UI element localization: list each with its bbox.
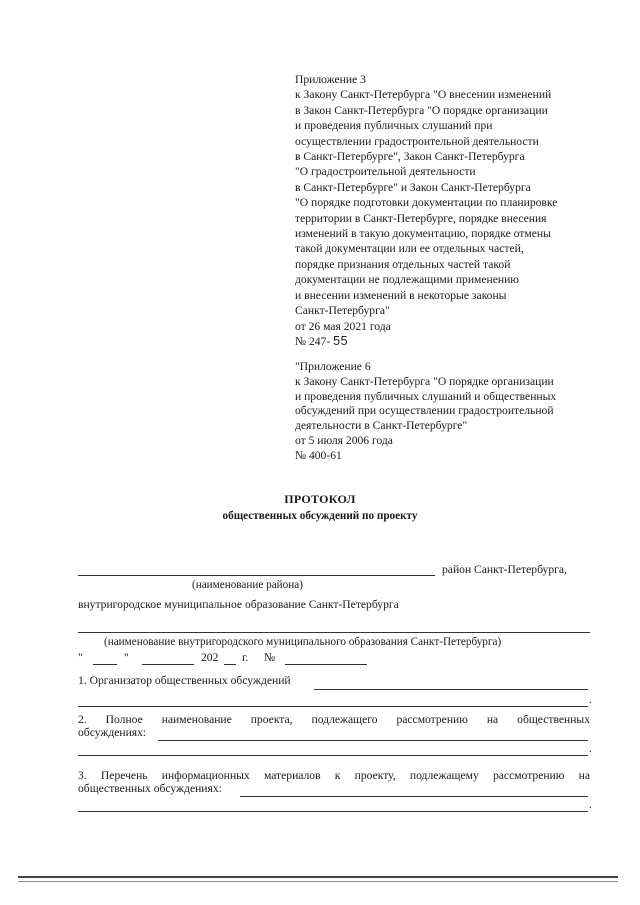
previous-appendix-line: "Приложение 6 [295,360,371,373]
previous-appendix-header [295,360,615,464]
date-quote-open: " [78,651,83,664]
appendix-line: в Закон Санкт-Петербурга "О порядке организации [295,103,548,117]
scan-edge-rule-secondary [18,881,618,882]
protocol-subtitle: общественных обсуждений по проекту [222,510,418,522]
appendix-line: к Закону Санкт-Петербурга "О внесении изменений [295,88,552,102]
date-quote-close: " [124,651,129,664]
item-3-blank[interactable] [78,811,588,812]
law-number [295,334,615,349]
previous-appendix-line: № 400-61 [295,448,342,462]
item-3-materials: 3. Перечень информационных материалов к проекту, подлежащему рассмотрению на [78,769,590,782]
date-year: 202 [201,651,219,664]
appendix-line: документации не подлежащими применению [295,273,519,287]
date-year-suffix: г. [242,651,249,664]
district-caption: (наименование района) [192,579,303,591]
previous-appendix-line: обсуждений при осуществлении градостроительной [295,404,554,418]
municipality-caption: (наименование внутригородского муниципального образования Санкт-Петербурга) [104,636,502,648]
item-1-organizer: 1. Организатор общественных обсуждений [78,674,291,687]
municipality-blank[interactable] [78,632,590,633]
item-3-continuation: общественных обсуждениях: [78,782,222,795]
protocol-title: ПРОТОКОЛ [284,492,356,506]
appendix-line: "О градостроительной деятельности [295,165,476,179]
item-2-period: . [589,743,592,755]
previous-appendix-line: от 5 июля 2006 года [295,433,393,447]
item-1-period: . [589,694,592,706]
previous-appendix-line: деятельности в Санкт-Петербурге" [295,419,468,433]
item-2-blank-inline[interactable] [158,740,588,741]
date-year-blank[interactable] [224,664,236,665]
appendix-line: такой документации или ее отдельных частей, [295,242,524,256]
item-3-blank-inline[interactable] [240,796,588,797]
item-3-period: . [589,799,592,811]
item-2-blank[interactable] [78,755,588,756]
district-blank[interactable] [78,575,435,576]
protocol-number-blank[interactable] [285,664,367,665]
scan-edge-rule [18,876,618,878]
district-suffix: район Санкт-Петербурга, [442,563,567,576]
appendix-line: в Санкт-Петербурге", Закон Санкт-Петербурга [295,150,525,164]
appendix-line: Санкт-Петербурга" [295,304,390,318]
appendix-line: и внесении изменений в некоторые законы [295,288,507,302]
date-month-blank[interactable] [142,664,194,665]
appendix-line: осуществлении градостроительной деятельности [295,134,539,148]
previous-appendix-line: и проведения публичных слушаний и общественных [295,389,557,403]
appendix-line: "О порядке подготовки документации по планировке [295,196,558,210]
municipality-label: внутригородское муниципальное образование Санкт-Петербурга [78,598,399,611]
appendix-line: изменений в такую документацию, порядке отмены [295,227,551,241]
item-2-project-name: 2. Полное наименование проекта, подлежащего рассмотрению на общественных [78,713,590,726]
law-number-prefix: № 247- [295,334,331,348]
item-1-blank-inline[interactable] [314,689,588,690]
number-sign: № [264,651,276,664]
appendix-header [295,72,615,349]
date-day-blank[interactable] [93,664,117,665]
appendix-line: территории в Санкт-Петербурге, порядке внесения [295,211,547,225]
appendix-line: от 26 мая 2021 года [295,319,391,333]
item-2-continuation: обсуждениях: [78,726,147,739]
appendix-line: и проведения публичных слушаний при [295,119,493,133]
law-number-suffix: 55 [333,333,349,348]
appendix-line: в Санкт-Петербурге" и Закон Санкт-Петербурга [295,180,531,194]
item-1-blank[interactable] [78,706,588,707]
previous-appendix-line: к Закону Санкт-Петербурга "О порядке организации [295,374,554,388]
appendix-line: порядке признания отдельных частей такой [295,257,511,271]
appendix-line: Приложение 3 [295,73,366,86]
